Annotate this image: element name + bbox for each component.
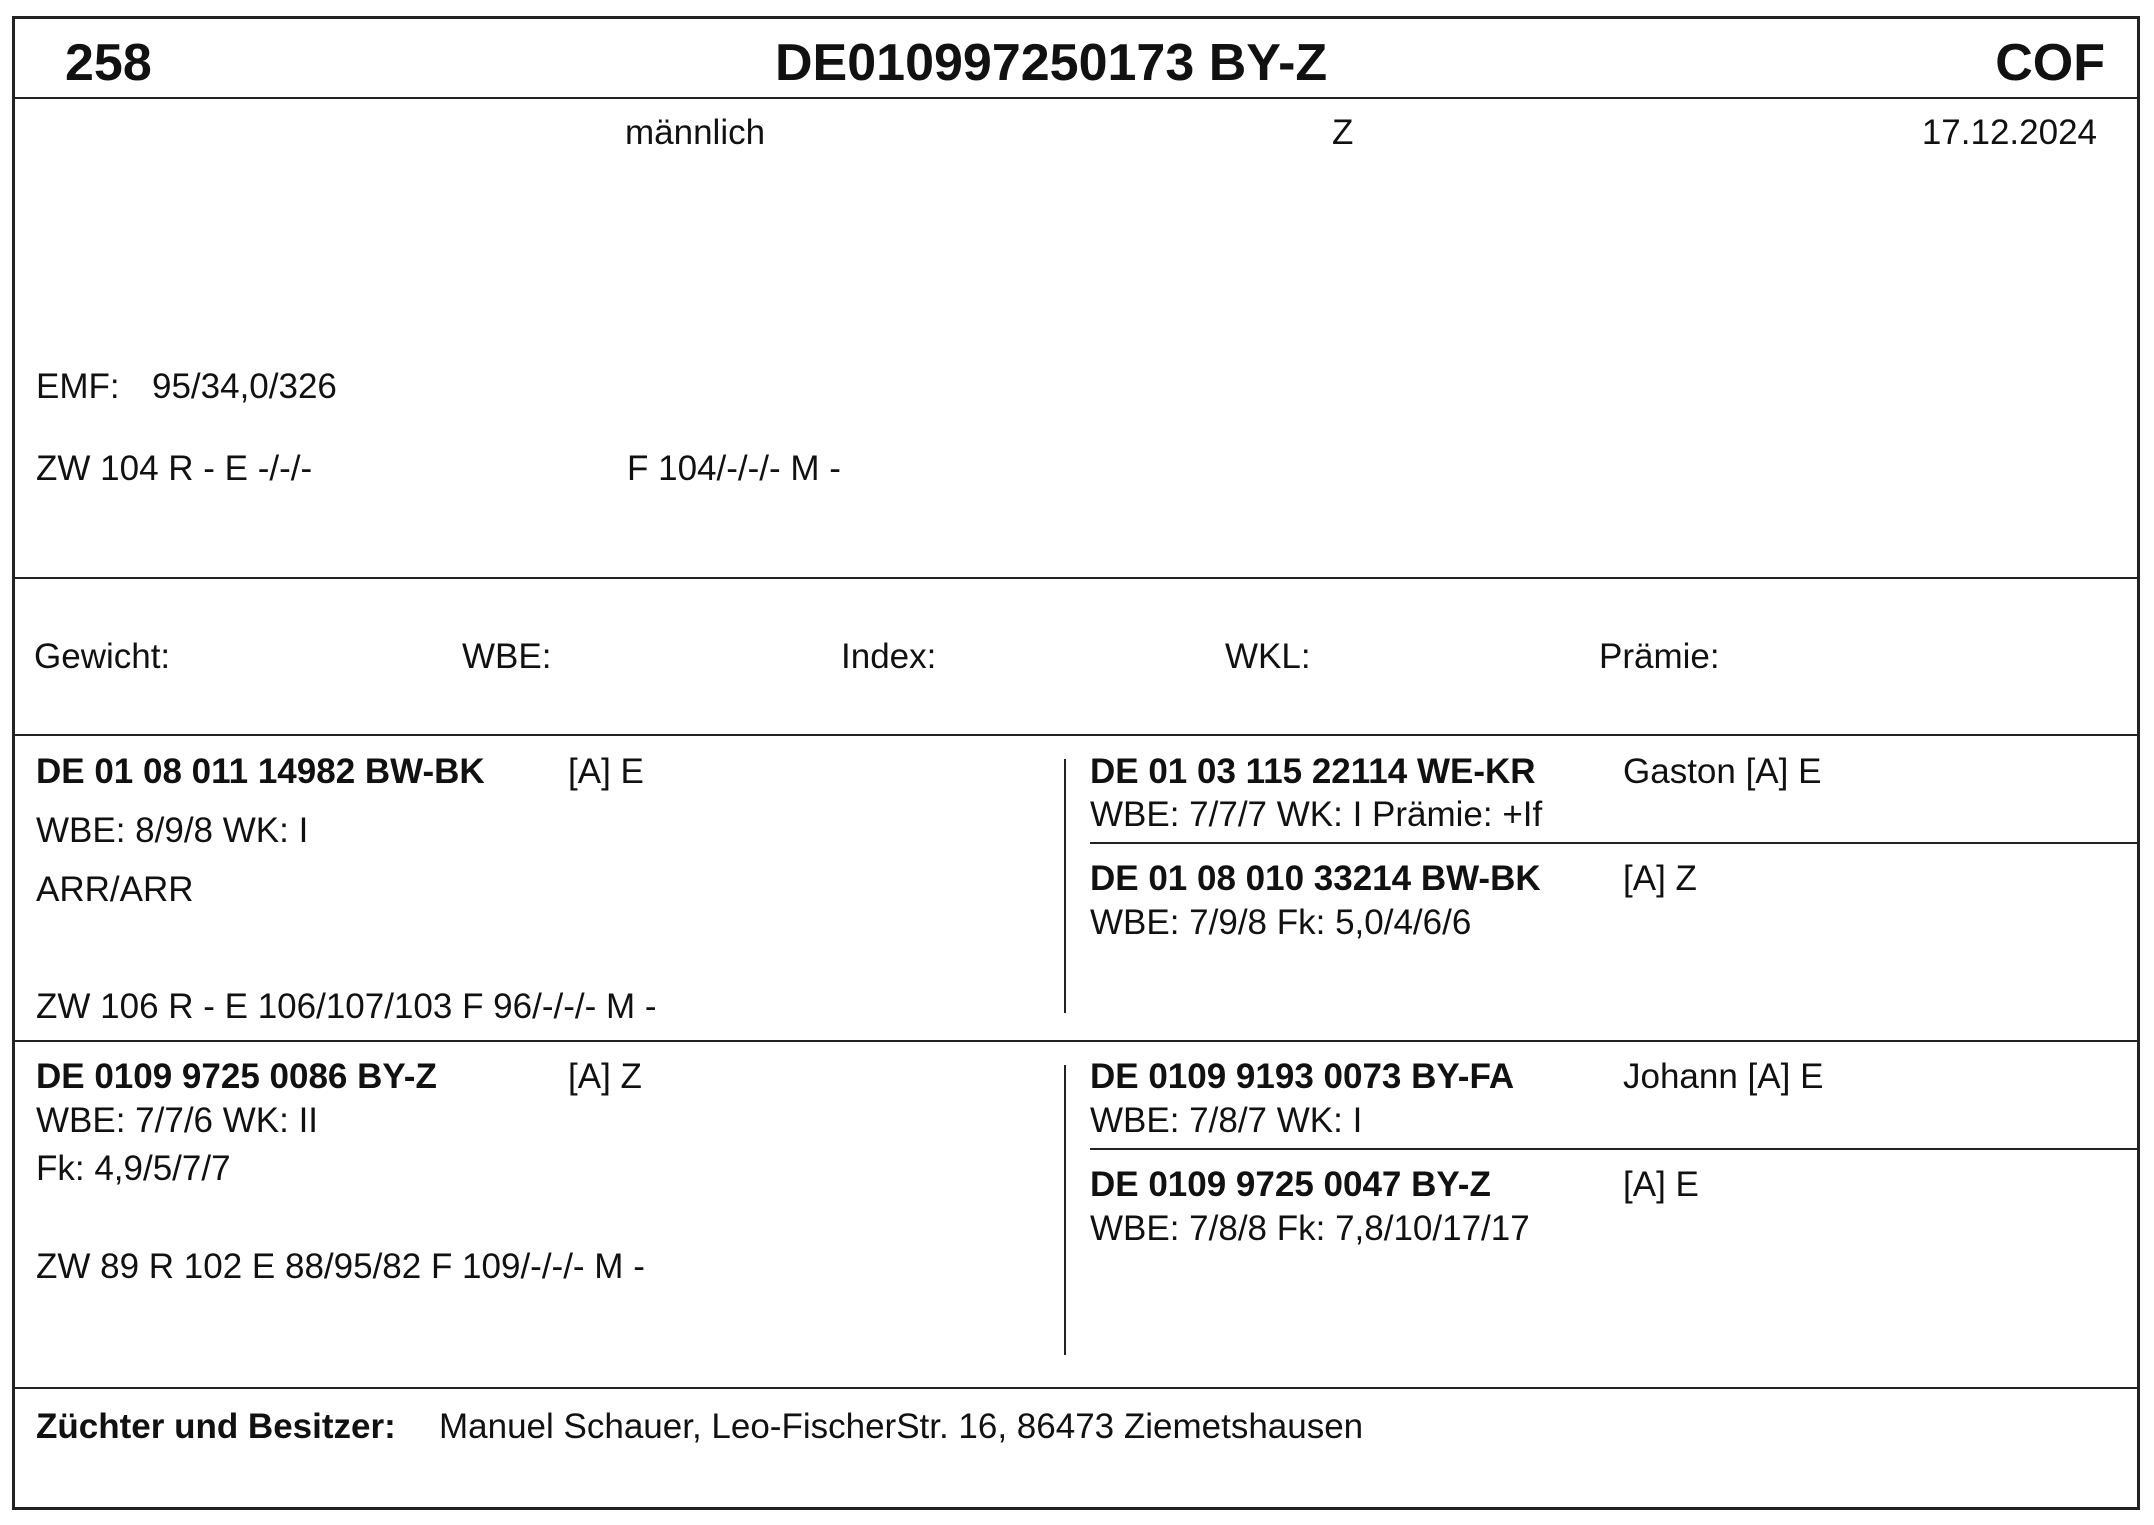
sire-dam-divider xyxy=(15,1040,2137,1042)
wkl-label: WKL: xyxy=(1225,637,1311,676)
sire-dam-tag: [A] Z xyxy=(1623,859,1697,898)
sire-dam-ring: DE 01 08 010 33214 BW-BK xyxy=(1090,859,1541,898)
ring-number-title: DE010997250173 BY-Z xyxy=(775,34,1328,92)
sire-subdivider xyxy=(1090,842,2137,844)
breeder-owner-value: Manuel Schauer, Leo-FischerStr. 16, 86473 Ziemetshausen xyxy=(439,1407,1364,1446)
zw-line: ZW 104 R - E -/-/- xyxy=(36,449,313,488)
info-divider xyxy=(15,577,2137,579)
catalog-card xyxy=(12,16,2140,1510)
dam-ring: DE 0109 9725 0086 BY-Z xyxy=(36,1057,437,1096)
dam-column-divider xyxy=(1064,1065,1066,1355)
dam-dam-line1: WBE: 7/8/8 Fk: 7,8/10/17/17 xyxy=(1090,1209,1530,1248)
breeder-owner-label: Züchter und Besitzer: xyxy=(36,1407,396,1446)
weight-label: Gewicht: xyxy=(34,637,171,676)
sire-sire-tag: Gaston [A] E xyxy=(1623,752,1822,791)
dam-line1: WBE: 7/7/6 WK: II xyxy=(36,1101,319,1140)
emf-value: 95/34,0/326 xyxy=(152,367,337,406)
wbe-label: WBE: xyxy=(462,637,552,676)
sex-value: männlich xyxy=(625,113,766,152)
evaluation-divider xyxy=(15,734,2137,736)
date-value: 17.12.2024 xyxy=(1921,113,2097,152)
sire-line2: ARR/ARR xyxy=(36,870,194,909)
index-label: Index: xyxy=(841,637,937,676)
dam-line2: Fk: 4,9/5/7/7 xyxy=(36,1149,231,1188)
header-divider xyxy=(15,97,2137,99)
dam-sire-tag: Johann [A] E xyxy=(1623,1057,1824,1096)
sire-ring: DE 01 08 011 14982 BW-BK xyxy=(36,752,485,791)
sire-sire-ring: DE 01 03 115 22114 WE-KR xyxy=(1090,752,1536,791)
code-value: Z xyxy=(1332,113,1354,152)
dam-tag: [A] Z xyxy=(568,1057,642,1096)
dam-subdivider xyxy=(1090,1148,2137,1150)
dam-sire-line1: WBE: 7/8/7 WK: I xyxy=(1090,1101,1363,1140)
dam-sire-ring: DE 0109 9193 0073 BY-FA xyxy=(1090,1057,1515,1096)
footer-divider xyxy=(15,1387,2137,1389)
dam-dam-ring: DE 0109 9725 0047 BY-Z xyxy=(1090,1165,1491,1204)
catalog-number: 258 xyxy=(65,34,152,92)
praemie-label: Prämie: xyxy=(1599,637,1720,676)
sire-line1: WBE: 8/9/8 WK: I xyxy=(36,811,309,850)
sire-dam-line1: WBE: 7/9/8 Fk: 5,0/4/6/6 xyxy=(1090,903,1472,942)
breed-code: COF xyxy=(1995,34,2105,92)
f-line: F 104/-/-/- M - xyxy=(627,449,841,488)
sire-line3: ZW 106 R - E 106/107/103 F 96/-/-/- M - xyxy=(36,987,657,1026)
sire-column-divider xyxy=(1064,759,1066,1013)
sire-tag: [A] E xyxy=(568,752,644,791)
dam-line3: ZW 89 R 102 E 88/95/82 F 109/-/-/- M - xyxy=(36,1247,645,1286)
emf-label: EMF: xyxy=(36,367,120,406)
sire-sire-line1: WBE: 7/7/7 WK: I Prämie: +If xyxy=(1090,795,1543,834)
dam-dam-tag: [A] E xyxy=(1623,1165,1699,1204)
